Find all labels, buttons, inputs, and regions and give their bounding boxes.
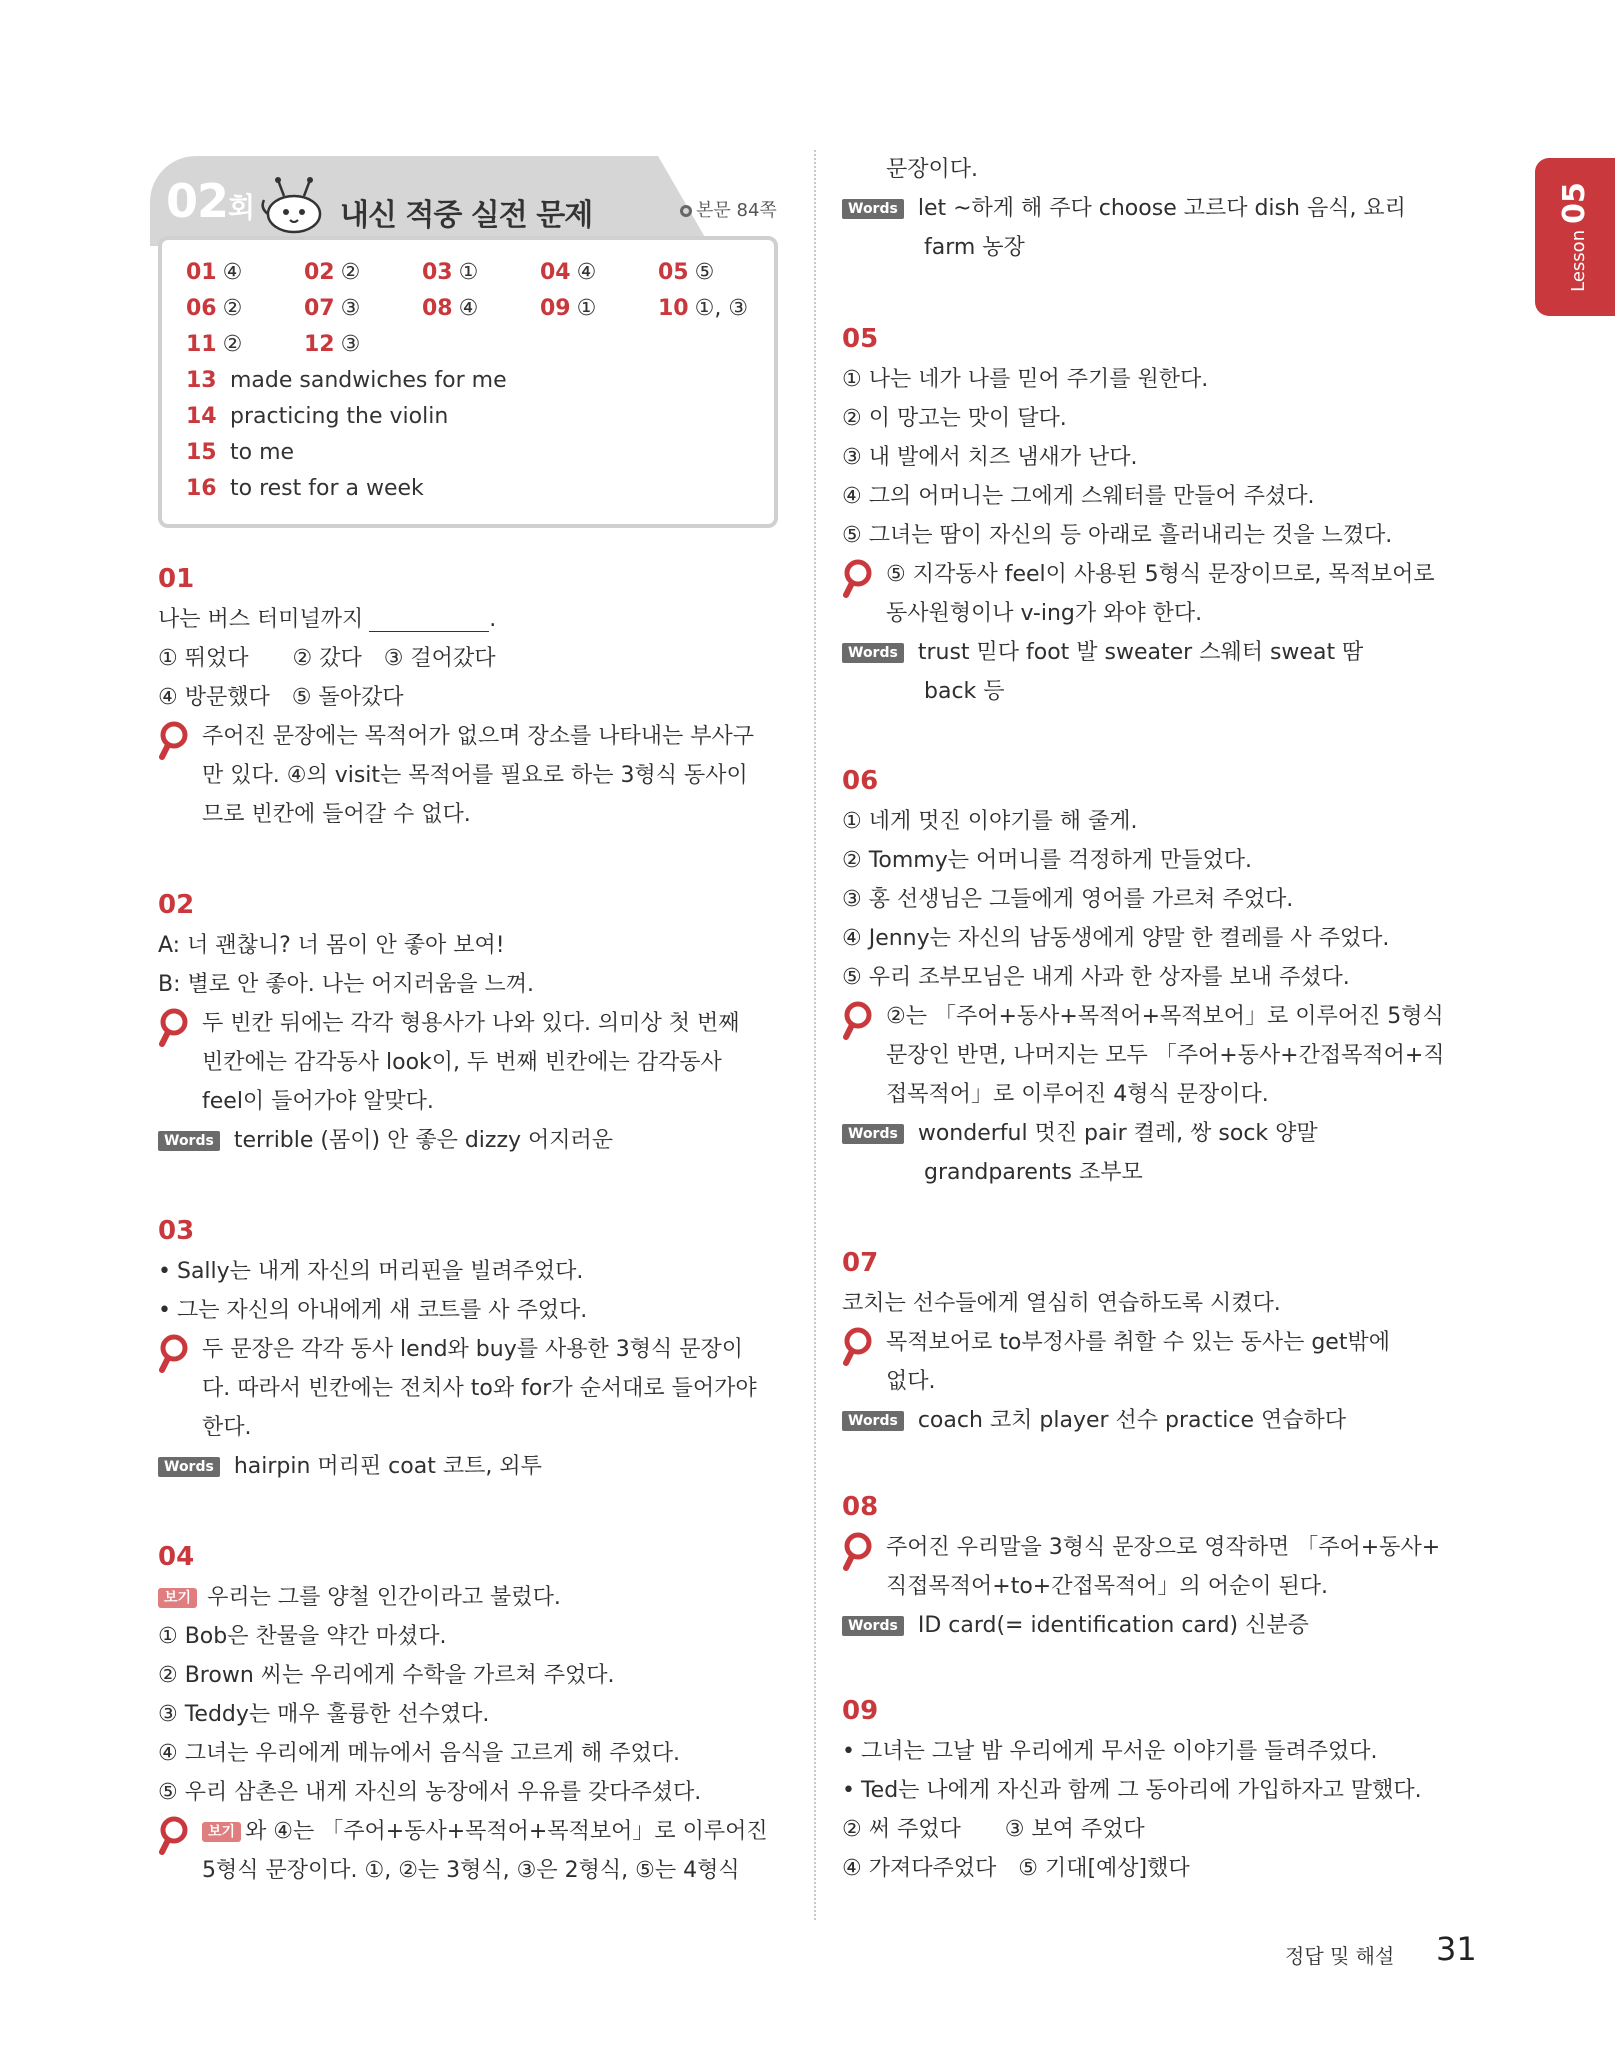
- option: ⑤ 우리 조부모님은 내게 사과 한 상자를 보내 주셨다.: [842, 965, 1350, 990]
- answer-item: 06 ②: [186, 296, 243, 321]
- column-divider: [814, 150, 816, 1920]
- explanation: ⑤ 지각동사 feel이 사용된 5형식 문장이므로, 목적보어로 동사원형이나 v-ing가 와야 한다.: [842, 555, 1482, 633]
- question-04: [158, 1540, 788, 1890]
- option-row: ④ 가져다주었다 ⑤ 기대[예상]했다: [842, 1856, 1190, 1881]
- magnifier-icon: [158, 1008, 194, 1050]
- answer-item: 03 ①: [422, 260, 479, 285]
- bullet-sentence: • Sally는 내게 자신의 머리핀을 빌려주었다.: [158, 1252, 788, 1291]
- section-title: 내신 적중 실전 문제: [340, 198, 593, 233]
- words-row: Words hairpin 머리핀 coat 코트, 외투: [158, 1447, 788, 1486]
- question-stem: 나는 버스 터미널까지 .: [158, 607, 497, 632]
- magnifier-icon: [158, 721, 194, 763]
- option: ④ 그녀는 우리에게 메뉴에서 음식을 고르게 해 주었다.: [158, 1741, 680, 1766]
- option: ③ Teddy는 매우 훌륭한 선수였다.: [158, 1702, 490, 1727]
- answer-key-box: [158, 236, 778, 528]
- option: ① Bob은 찬물을 약간 마셨다.: [158, 1624, 447, 1649]
- question-number: 07: [842, 1248, 879, 1278]
- option-row: ① 뛰었다 ② 갔다 ③ 걸어갔다: [158, 646, 496, 671]
- question-number: 04: [158, 1542, 195, 1572]
- question-number: 08: [842, 1492, 879, 1522]
- answer-item: 10 ①, ③: [658, 296, 749, 321]
- answer-item: 09 ①: [540, 296, 597, 321]
- question-01: [158, 562, 788, 834]
- option: ② Brown 씨는 우리에게 수학을 가르쳐 주었다.: [158, 1663, 615, 1688]
- words-row: Words coach 코치 player 선수 practice 연습하다: [842, 1401, 1482, 1440]
- answer-item: 07 ③: [304, 296, 361, 321]
- words-row: Words terrible (몸이) 안 좋은 dizzy 어지러운: [158, 1121, 788, 1160]
- question-number: 06: [842, 766, 879, 796]
- explanation: 보기 와 ④는 「주어+동사+목적어+목적보어」로 이루어진 5형식 문장이다. ①, ②는 3형식, ③은 2형식, ⑤는 4형식: [158, 1812, 788, 1890]
- explanation: 주어진 우리말을 3형식 문장으로 영작하면 「주어+동사+ 직접목적어+to+간접목적어」의 어순이 된다.: [842, 1528, 1482, 1606]
- words-row: Words let ~하게 해 주다 choose 고르다 dish 음식, 요리: [842, 189, 1482, 228]
- question-07: [842, 1246, 1482, 1440]
- answer-line: 15 to me: [186, 440, 295, 465]
- option: ③ 내 발에서 치즈 냄새가 난다.: [842, 445, 1138, 470]
- words-badge: Words: [842, 1411, 904, 1431]
- example-badge: 보기: [158, 1588, 197, 1608]
- bullet-sentence: • 그녀는 그날 밤 우리에게 무서운 이야기를 들려주었다.: [842, 1732, 1482, 1771]
- magnifier-icon: [842, 1327, 878, 1369]
- words-row: Words wonderful 멋진 pair 켤레, 쌍 sock 양말: [842, 1114, 1482, 1153]
- answer-item: 12 ③: [304, 332, 361, 357]
- magnifier-icon: [158, 1334, 194, 1376]
- example-badge: 보기: [202, 1822, 241, 1842]
- magnifier-icon: [842, 559, 878, 601]
- question-number: 05: [842, 324, 879, 354]
- option: ② Tommy는 어머니를 걱정하게 만들었다.: [842, 848, 1253, 873]
- option-row: ② 써 주었다 ③ 보여 주었다: [842, 1817, 1145, 1842]
- question-03: [158, 1214, 788, 1486]
- question-09: [842, 1694, 1482, 1888]
- lesson-tab-number: 05: [1557, 182, 1592, 224]
- option: ③ 홍 선생님은 그들에게 영어를 가르쳐 주었다.: [842, 887, 1294, 912]
- words-badge: Words: [158, 1131, 220, 1151]
- option: ⑤ 그녀는 땀이 자신의 등 아래로 흘러내리는 것을 느꼈다.: [842, 523, 1393, 548]
- answer-item: 08 ④: [422, 296, 479, 321]
- magnifier-icon: [158, 1816, 194, 1858]
- option: ④ Jenny는 자신의 남동생에게 양말 한 켤레를 사 주었다.: [842, 926, 1390, 951]
- answer-item: 05 ⑤: [658, 260, 715, 285]
- question-08: [842, 1490, 1482, 1645]
- answer-line: 14 practicing the violin: [186, 404, 449, 429]
- question-number: 03: [158, 1216, 195, 1246]
- words-badge: Words: [158, 1457, 220, 1477]
- dialogue-line: A: 너 괜찮니? 너 몸이 안 좋아 보여!: [158, 933, 505, 958]
- option: ① 네게 멋진 이야기를 해 줄게.: [842, 809, 1138, 834]
- answer-line: 13 made sandwiches for me: [186, 368, 507, 393]
- answer-item: 02 ②: [304, 260, 361, 285]
- words-badge: Words: [842, 1616, 904, 1636]
- reference-icon: [680, 205, 692, 217]
- words-badge: Words: [842, 199, 904, 219]
- explanation: ②는 「주어+동사+목적어+목적보어」로 이루어진 5형식 문장인 반면, 나머지는 모두 「주어+동사+간접목적어+직 접목적어」로 이루어진 4형식 문장이다.: [842, 997, 1482, 1114]
- dialogue-line: B: 별로 안 좋아. 나는 어지러움을 느껴.: [158, 972, 534, 997]
- magnifier-icon: [842, 1001, 878, 1043]
- option: ① 나는 네가 나를 믿어 주기를 원한다.: [842, 367, 1209, 392]
- words-badge: Words: [842, 1124, 904, 1144]
- page-number: 31: [1436, 1930, 1477, 1968]
- magnifier-icon: [842, 1532, 878, 1574]
- question-sentence: 코치는 선수들에게 열심히 연습하도록 시켰다.: [842, 1291, 1281, 1316]
- answer-blank: [369, 607, 489, 632]
- bullet-sentence: • Ted는 나에게 자신과 함께 그 동아리에 가입하자고 말했다.: [842, 1771, 1482, 1810]
- explanation: 두 문장은 각각 동사 lend와 buy를 사용한 3형식 문장이 다. 따라서 빈칸에는 전치사 to와 for가 순서대로 들어가야 한다.: [158, 1330, 788, 1447]
- question-04-continued: 문장이다. Words let ~하게 해 주다 choose 고르다 dish 음식, 요리 farm 농장: [842, 150, 1482, 267]
- lesson-tab-label: Lesson: [1568, 229, 1589, 292]
- option: ② 이 망고는 맛이 달다.: [842, 406, 1067, 431]
- question-number: 02: [158, 890, 195, 920]
- answer-item: 04 ④: [540, 260, 597, 285]
- mascot-icon: [254, 174, 328, 234]
- example-sentence: 보기 우리는 그를 양철 인간이라고 불렀다.: [158, 1578, 788, 1617]
- question-06: 06 ① 네게 멋진 이야기를 해 줄게. ② Tommy는 어머니를 걱정하게 만들었다. ③ 홍 선생님은 그들에게 영어를 가르쳐 주었다. ④ Jenny는 자신의 남동생에게 양말 한 켤레를 사 주었다. ⑤ 우리 조부모님은 내게 사과 한 상자를 보내 주셨다. ②는 「주어+동사+목적어+목적보어」로 이루어진 5형식 문장인 반면, 나머지는 모두 「주어+동사+간접목적어+직 접목적어」로 이루어진 4형식 문장이다. Words wonderful 멋진 pair 켤레, 쌍 sock 양말 grandparents 조부모: [842, 764, 1482, 1192]
- bullet-sentence: • 그는 자신의 아내에게 새 코트를 사 주었다.: [158, 1291, 788, 1330]
- option: ④ 그의 어머니는 그에게 스웨터를 만들어 주셨다.: [842, 484, 1315, 509]
- explanation: 목적보어로 to부정사를 취할 수 있는 동사는 get밖에 없다.: [842, 1323, 1482, 1401]
- page-reference: 본문 84쪽: [680, 196, 777, 222]
- option: ⑤ 우리 삼촌은 내게 자신의 농장에서 우유를 갖다주셨다.: [158, 1780, 702, 1805]
- section-header: [150, 156, 790, 536]
- question-02: [158, 888, 788, 1160]
- question-number: 09: [842, 1696, 879, 1726]
- question-05: 05 ① 나는 네가 나를 믿어 주기를 원한다. ② 이 망고는 맛이 달다. ③ 내 발에서 치즈 냄새가 난다. ④ 그의 어머니는 그에게 스웨터를 만들어 주셨다. ⑤ 그녀는 땀이 자신의 등 아래로 흘러내리는 것을 느꼈다. ⑤ 지각동사 feel이 사용된 5형식 문장이므로, 목적보어로 동사원형이나 v-ing가 와야 한다. Words trust 믿다 foot 발 sweater 스웨터 sweat 땀 back 등: [842, 322, 1482, 711]
- explanation: 두 빈칸 뒤에는 각각 형용사가 나와 있다. 의미상 첫 번째 빈칸에는 감각동사 look이, 두 번째 빈칸에는 감각동사 feel이 들어가야 알맞다.: [158, 1004, 788, 1121]
- lesson-tab: [1535, 158, 1615, 316]
- answer-line: 16 to rest for a week: [186, 476, 424, 501]
- words-row: Words trust 믿다 foot 발 sweater 스웨터 sweat 땀: [842, 633, 1482, 672]
- explanation: 주어진 문장에는 목적어가 없으며 장소를 나타내는 부사구 만 있다. ④의 visit는 목적어를 필요로 하는 3형식 동사이 므로 빈칸에 들어갈 수 없다.: [158, 717, 788, 834]
- option-row: ④ 방문했다 ⑤ 돌아갔다: [158, 685, 404, 710]
- answer-item: 11 ②: [186, 332, 243, 357]
- words-row: Words ID card(= identification card) 신분증: [842, 1606, 1482, 1645]
- question-number: 01: [158, 564, 195, 594]
- test-number: 02회: [166, 174, 255, 228]
- words-badge: Words: [842, 643, 904, 663]
- footer-label: 정답 및 해설: [1285, 1944, 1395, 1968]
- answer-item: 01 ④: [186, 260, 243, 285]
